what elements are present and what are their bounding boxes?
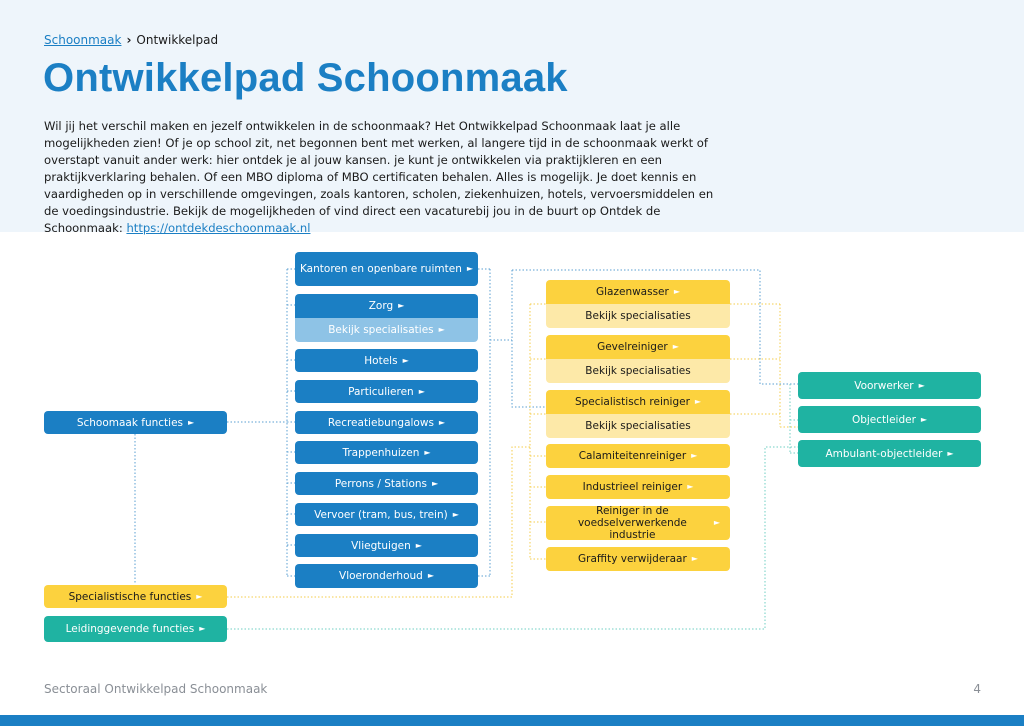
role-specialistisch-specialisaties-button[interactable] — [546, 414, 730, 438]
role-industrieel-reiniger-button[interactable] — [546, 475, 730, 499]
role-objectleider-button[interactable] — [798, 406, 981, 433]
play-arrow-icon: ► — [691, 554, 698, 563]
env-vloeronderhoud-button[interactable] — [295, 564, 478, 588]
role-voedsel-reiniger-button[interactable] — [546, 506, 730, 540]
play-arrow-icon: ► — [415, 540, 422, 550]
page-number: 4 — [973, 682, 981, 696]
env-zorg-label: Zorg — [368, 300, 394, 312]
role-specialistisch-reiniger-button[interactable] — [546, 390, 730, 414]
role-ambulant-objectleider-button[interactable] — [798, 440, 981, 467]
env-perrons-label: Perrons / Stations — [334, 477, 428, 490]
play-arrow-icon: ► — [427, 571, 434, 580]
play-arrow-icon: ► — [918, 380, 925, 390]
role-specialistisch-reiniger-label: Specialistisch reiniger — [574, 396, 690, 408]
play-arrow-icon: ► — [402, 355, 409, 365]
role-glazenwasser-specialisaties-label: Bekijk specialisaties — [585, 310, 691, 322]
role-calamiteitenreiniger-button[interactable] — [546, 444, 730, 468]
env-trappenhuizen-label: Trappenhuizen — [342, 446, 420, 459]
breadcrumb — [44, 33, 218, 47]
env-vervoer-button[interactable] — [295, 503, 478, 526]
role-gevelreiniger-specialisaties-label: Bekijk specialisaties — [585, 365, 691, 377]
specialistische-functies-button[interactable] — [44, 585, 227, 608]
role-industrieel-reiniger-label: Industrieel reiniger — [582, 481, 683, 493]
play-arrow-icon: ► — [920, 414, 928, 424]
env-kantoren-label: Kantoren en openbare ruimten — [299, 263, 462, 275]
play-arrow-icon: ► — [418, 386, 425, 396]
play-arrow-icon: ► — [438, 325, 445, 334]
env-trappenhuizen-button[interactable] — [295, 441, 478, 464]
leidinggevende-functies-label: Leidinggevende functies — [65, 623, 195, 635]
role-glazenwasser-label: Glazenwasser — [595, 286, 669, 298]
role-objectleider-label: Objectleider — [851, 413, 916, 426]
play-arrow-icon: ► — [694, 397, 702, 406]
play-arrow-icon: ► — [199, 624, 206, 633]
role-glazenwasser-specialisaties-button[interactable] — [546, 304, 730, 328]
play-arrow-icon: ► — [687, 482, 694, 491]
role-voorwerker-label: Voorwerker — [854, 379, 914, 392]
env-zorg-specialisaties-label: Bekijk specialisaties — [328, 324, 434, 336]
leidinggevende-functies-button[interactable] — [44, 616, 227, 642]
env-hotels-label: Hotels — [364, 354, 398, 367]
specialistische-functies-label: Specialistische functies — [68, 590, 192, 603]
intro-link[interactable]: https://ontdekdeschoonmaak.nl — [126, 221, 311, 235]
env-zorg-button[interactable] — [295, 294, 478, 318]
role-gevelreiniger-label: Gevelreiniger — [597, 341, 668, 353]
env-vliegtuigen-button[interactable] — [295, 534, 478, 557]
play-arrow-icon: ► — [673, 287, 680, 296]
env-kantoren-button[interactable] — [295, 252, 478, 286]
play-arrow-icon: ► — [713, 518, 720, 527]
env-recreatiebungalows-button[interactable] — [295, 411, 478, 434]
play-arrow-icon: ► — [452, 509, 459, 519]
env-recreatiebungalows-label: Recreatiebungalows — [327, 416, 434, 429]
role-calamiteitenreiniger-label: Calamiteitenreiniger — [578, 450, 687, 462]
env-vervoer-label: Vervoer (tram, bus, trein) — [314, 508, 448, 521]
play-arrow-icon: ► — [196, 591, 203, 601]
env-zorg-specialisaties-button[interactable] — [295, 318, 478, 342]
play-arrow-icon: ► — [672, 342, 679, 351]
role-graffity-verwijderaar-button[interactable] — [546, 547, 730, 571]
role-glazenwasser-button[interactable] — [546, 280, 730, 304]
env-vloeronderhoud-label: Vloeronderhoud — [339, 570, 423, 582]
schoonmaak-functies-button[interactable] — [44, 411, 227, 434]
breadcrumb-separator: › — [126, 33, 132, 47]
play-arrow-icon: ► — [188, 417, 195, 427]
play-arrow-icon: ► — [398, 301, 405, 310]
env-perrons-button[interactable] — [295, 472, 478, 495]
page-title: Ontwikkelpad Schoonmaak — [43, 56, 568, 100]
play-arrow-icon: ► — [947, 448, 954, 458]
breadcrumb-link-schoonmaak[interactable]: Schoonmaak — [44, 33, 122, 47]
footer-title: Sectoraal Ontwikkelpad Schoonmaak — [44, 682, 268, 696]
intro-paragraph — [44, 118, 714, 237]
env-hotels-button[interactable] — [295, 349, 478, 372]
role-ambulant-objectleider-label: Ambulant-objectleider — [825, 447, 943, 460]
bottom-accent-bar — [0, 715, 1024, 726]
role-gevelreiniger-specialisaties-button[interactable] — [546, 359, 730, 383]
play-arrow-icon: ► — [691, 451, 698, 460]
role-gevelreiniger-button[interactable] — [546, 335, 730, 359]
role-graffity-verwijderaar-label: Graffity verwijderaar — [578, 553, 687, 565]
intro-text: Wil jij het verschil maken en jezelf ontwikkelen in de schoonmaak? Het Ontwikkelpad Schoonmaak laat je alle mogelijkheden zien! Of je op school zit, net begonnen bent met werken, al langere tijd in de schoonmaak werkt of overstapt vanuit ander werk: hier ontdek je al jouw kansen. je kunt je ontwikkelen via praktijkleren en een praktijkverklaring behalen. Of een MBO diploma of MBO certificaten behalen. Alles is mogelijk. Je doet kennis en vaardigheden op in verschillende omgevingen, zoals kantoren, scholen, ziekenhuizen, hotels, vervoersmiddelen en de voedingsindustrie. Bekijk de mogelijkheden of vind direct een vacaturebij jou in de buurt op Ontdek de Schoonmaak: — [44, 119, 714, 235]
role-voorwerker-button[interactable] — [798, 372, 981, 399]
play-arrow-icon: ► — [432, 478, 439, 488]
play-arrow-icon: ► — [466, 264, 473, 273]
env-vliegtuigen-label: Vliegtuigen — [351, 539, 411, 552]
play-arrow-icon: ► — [424, 447, 431, 457]
role-specialistisch-specialisaties-label: Bekijk specialisaties — [585, 420, 691, 432]
env-particulieren-label: Particulieren — [348, 385, 414, 398]
env-particulieren-button[interactable] — [295, 380, 478, 403]
breadcrumb-current: Ontwikkelpad — [136, 33, 219, 47]
schoonmaak-functies-label: Schoomaak functies — [76, 416, 184, 429]
role-voedsel-reiniger-label: Reiniger in de voedselverwerkende industrie — [577, 505, 687, 541]
play-arrow-icon: ► — [438, 417, 446, 427]
